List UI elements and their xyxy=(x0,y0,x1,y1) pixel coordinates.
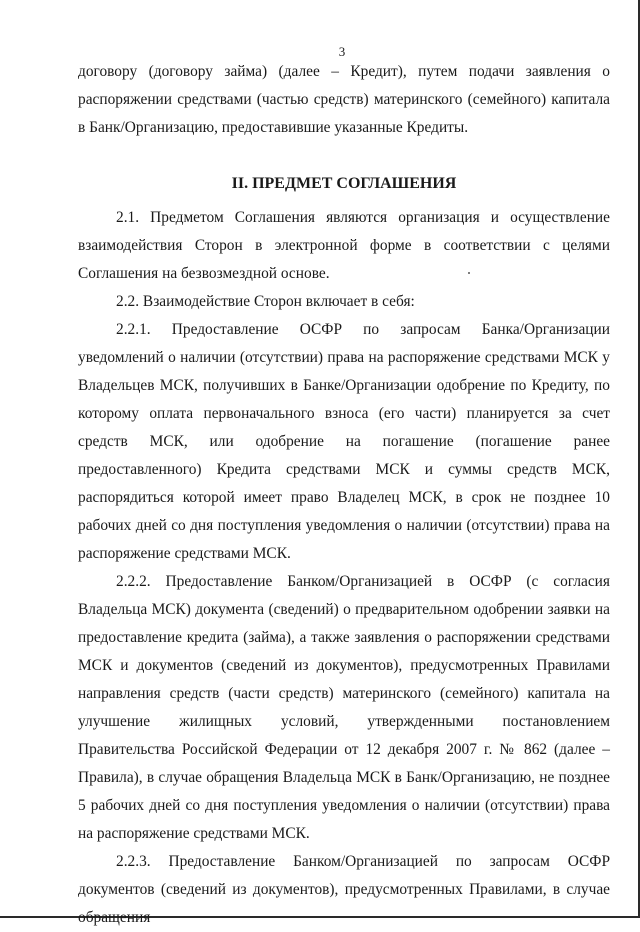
paragraph-2-2-3: 2.2.3. Предоставление Банком/Организацией по запросам ОСФР документов (сведений из документов), предусмотренных Правилами, в случае обращения xyxy=(78,853,610,926)
paragraph-2-2: 2.2. Взаимодействие Сторон включает в себя: xyxy=(116,293,415,310)
paragraph-2-2-2: 2.2.2. Предоставление Банком/Организацией в ОСФР (с согласия Владельца МСК) документа (сведений) о предварительном одобрении заявки на предоставление кредита (займа), а также заявления о распоряжении средствами МСК и документов (сведений из документов), предусмотренных Правилами направления средств (части средств) материнского (семейного) капитала на улучшение жилищных условий, утвержденными постановлением Правительства Российской Федерации от 12 декабря 2007 г. № 862 (далее – Правила), в случае обращения Владельца МСК в Банк/Организацию, не позднее 5 рабочих дней со дня поступления уведомления о наличии (отсутствии) права на распоряжение средствами МСК. xyxy=(78,573,610,842)
paragraph-2-1: 2.1. Предметом Соглашения являются организация и осуществление взаимодействия Сторон в электронной форме в соответствии с целями Соглашения на безвозмездной основе. xyxy=(78,209,610,282)
scan-speck xyxy=(468,272,470,274)
paragraph-2-2-1: 2.2.1. Предоставление ОСФР по запросам Банка/Организации уведомлений о наличии (отсутствии) права на распоряжение средствами МСК у Владельцев МСК, получивших в Банке/Организации одобрение по Кредиту, по которому оплата первоначального взноса (его части) планируется за счет средств МСК, или одобрение на погашение (погашение ранее предоставленного) Кредита средствами МСК и суммы средств МСК, распорядиться которой имеет право Владелец МСК, в срок не позднее 10 рабочих дней со дня поступления уведомления о наличии (отсутствии) права на распоряжение средствами МСК. xyxy=(78,321,610,562)
section-heading: II. ПРЕДМЕТ СОГЛАШЕНИЯ xyxy=(231,175,457,192)
intro-paragraph: договору (договору займа) (далее – Кредит), путем подачи заявления о распоряжении средствами (частью средств) материнского (семейного) капитала в Банк/Организацию, предоставившие указанные Кредиты. xyxy=(78,63,610,136)
page-number: 3 xyxy=(338,44,346,59)
document-body xyxy=(78,58,610,932)
